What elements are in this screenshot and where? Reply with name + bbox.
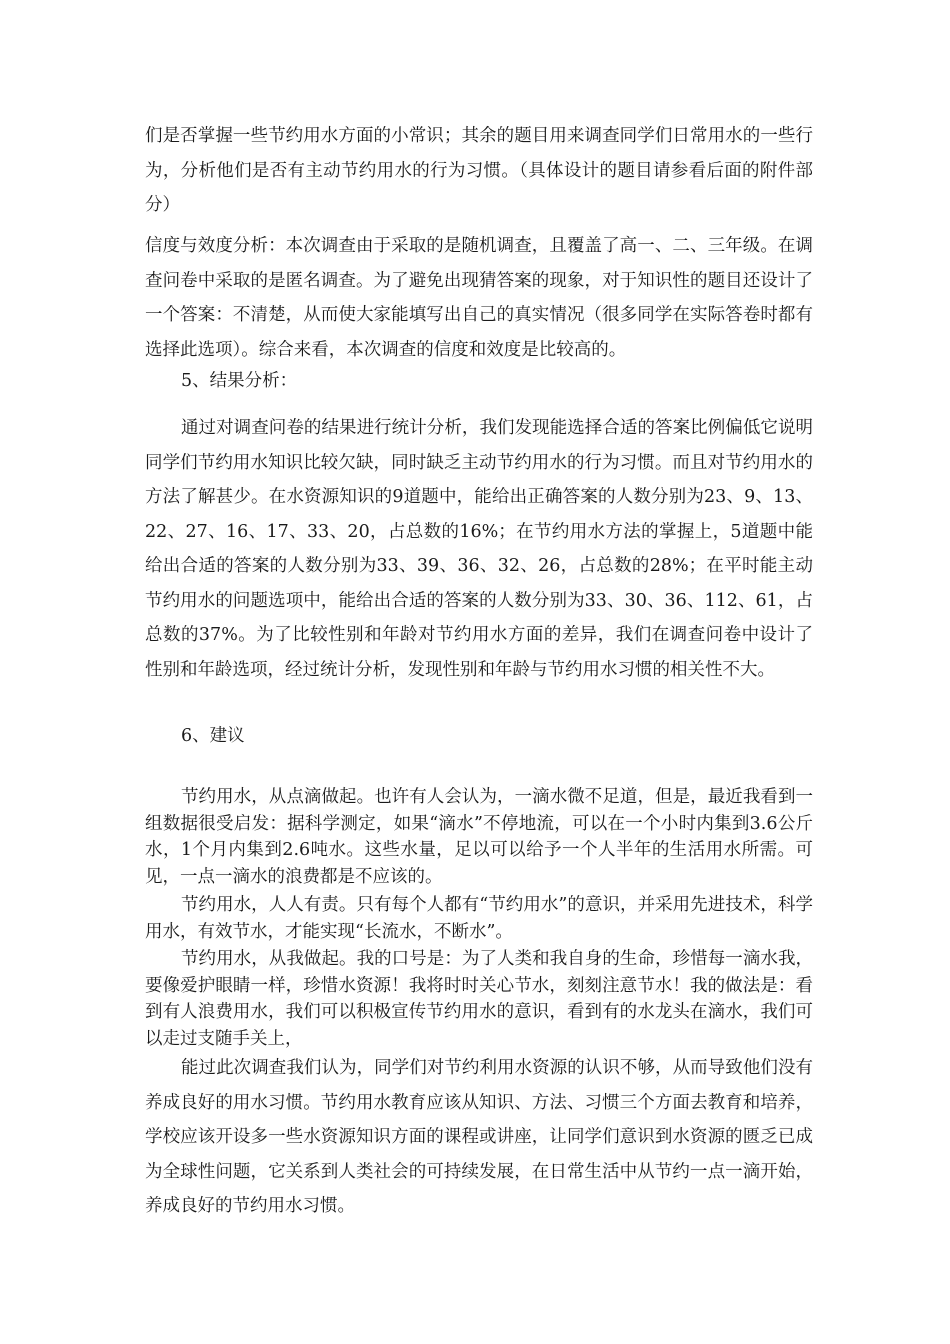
paragraph-suggestion-start-with-me: 节约用水，从我做起。我的口号是：为了人类和我自身的生命，珍惜每一滴水我，要像爱护眼睛一样，珍惜水资源！我将时时关心节水，刻刻注意节水！我的做法是：看到有人浪费用水，我们可以积极宣传节约用水的意识，看到有的水龙头在滴水，我们可以走过支随手关上， <box>145 949 813 1049</box>
paragraph-suggestion-drops: 节约用水，从点滴做起。也许有人会认为，一滴水微不足道，但是，最近我看到一组数据很受启发：据科学测定，如果“滴水”不停地流，可以在一个小时内集到3.6公斤水，1个月内集到2.6吨水。这些水量，足以可以给予一个人半年的生活用水所需。可见，一点一滴水的浪费都是不应该的。 <box>145 787 813 887</box>
paragraph-conclusion: 能过此次调查我们认为，同学们对节约利用水资源的认识不够，从而导致他们没有养成良好的用水习惯。节约用水教育应该从知识、方法、习惯三个方面去教育和培养，学校应该开设多一些水资源知识方面的课程或讲座，让同学们意识到水资源的匮乏已成为全球性问题，它关系到人类社会的可持续发展，在日常生活中从节约一点一滴开始，养成良好的节约用水习惯。 <box>145 1058 813 1216</box>
paragraph-results-analysis: 通过对调查问卷的结果进行统计分析，我们发现能选择合适的答案比例偏低它说明同学们节约用水知识比较欠缺，同时缺乏主动节约用水的行为习惯。而且对节约用水的方法了解甚少。在水资源知识的9道题中，能给出正确答案的人数分别为23、9、13、22、27、16、17、33、20，占总数的16%；在节约用水方法的掌握上，5道题中能给出合适的答案的人数分别为33、39、36、32、26，占总数的28%；在平时能主动节约用水的问题选项中，能给出合适的答案的人数分别为33、30、36、112、61，占总数的37%。为了比较性别和年龄对节约用水方面的差异，我们在调查问卷中设计了性别和年龄选项，经过统计分析，发现性别和年龄与节约用水习惯的相关性不大。 <box>145 418 813 680</box>
paragraph-suggestion-responsibility: 节约用水，人人有责。只有每个人都有“节约用水”的意识，并采用先进技术，科学用水，有效节水，才能实现“长流水，不断水”。 <box>145 895 813 942</box>
heading-suggestions: 6、建议 <box>181 726 245 746</box>
heading-results-analysis: 5、结果分析： <box>181 371 298 391</box>
paragraph-reliability-analysis: 信度与效度分析：本次调查由于采取的是随机调查，且覆盖了高一、二、三年级。在调查问卷中采取的是匿名调查。为了避免出现猜答案的现象，对于知识性的题目还设计了一个答案：不清楚，从而使大家能填写出自己的真实情况（很多同学在实际答卷时都有选择此选项）。综合来看，本次调查的信度和效度是比较高的。 <box>145 236 813 360</box>
paragraph-survey-intro: 们是否掌握一些节约用水方面的小常识；其余的题目用来调查同学们日常用水的一些行为，分析他们是否有主动节约用水的行为习惯。（具体设计的题目请参看后面的附件部分） <box>145 126 813 215</box>
